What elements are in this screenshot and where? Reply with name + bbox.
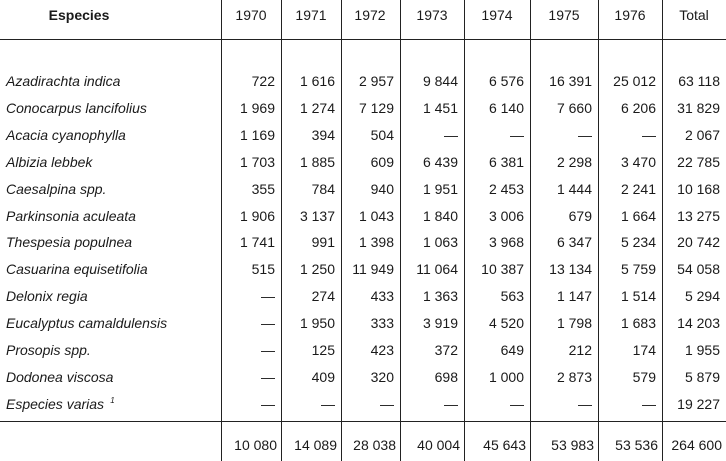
table-cell: 1 741: [239, 234, 275, 251]
table-cell: 1 906: [239, 207, 275, 224]
column-header: 1971: [295, 7, 327, 23]
table-cell: 63 118: [678, 73, 720, 89]
table-cell: 1 000: [488, 368, 524, 385]
table-cell: 16 391: [549, 73, 592, 89]
table-cell: 13 134: [549, 261, 592, 278]
table-cell: 1 951: [422, 180, 458, 197]
species-name-text: Especies varias: [6, 395, 105, 412]
table-cell: 6 140: [488, 99, 524, 116]
total-cell: 28 038: [353, 437, 396, 453]
table-cell: 31 829: [677, 99, 720, 116]
table-cell: 563: [500, 288, 524, 305]
table-cell: —: [261, 368, 275, 385]
table-cell: 1 955: [684, 342, 720, 358]
table-cell: 1 274: [299, 99, 335, 116]
table-cell: 1 398: [358, 234, 394, 251]
column-rule: [281, 0, 282, 461]
table-cell: 784: [311, 180, 335, 197]
table-cell: 679: [568, 207, 592, 224]
table-cell: 1 840: [422, 207, 458, 224]
table-cell: 1 250: [299, 261, 335, 278]
column-rule: [464, 0, 465, 461]
table-cell: 409: [311, 368, 335, 385]
table-cell: —: [578, 126, 592, 143]
table-cell: 7 660: [556, 99, 592, 116]
column-header: 1976: [614, 7, 646, 23]
column-header: 1973: [416, 7, 448, 23]
row-rule: [0, 39, 726, 40]
table-cell: —: [321, 395, 335, 412]
table-cell: 649: [500, 342, 524, 358]
table-cell: 394: [311, 126, 335, 143]
table-cell: —: [444, 126, 458, 143]
species-name: [6, 396, 115, 412]
table-cell: —: [380, 395, 394, 412]
total-cell: 53 536: [615, 437, 658, 453]
table-cell: 333: [370, 315, 394, 332]
column-rule: [400, 0, 401, 461]
column-header: 1972: [354, 7, 386, 23]
table-cell: 722: [251, 73, 275, 89]
table-cell: 1 363: [422, 288, 458, 305]
table-cell: 2 298: [556, 153, 592, 170]
table-cell: 5 294: [684, 288, 720, 305]
table-cell: 433: [370, 288, 394, 305]
table-cell: 5 879: [684, 368, 720, 385]
table-cell: 609: [370, 153, 394, 170]
table-cell: 5 234: [620, 234, 656, 251]
species-name: Acacia cyanophylla: [6, 126, 126, 143]
table-cell: 372: [434, 342, 458, 358]
table-cell: 1 683: [620, 315, 656, 332]
table-cell: 1 885: [299, 153, 335, 170]
total-cell: 264 600: [671, 437, 722, 453]
table-cell: —: [510, 395, 524, 412]
table-cell: —: [261, 288, 275, 305]
total-cell: 40 004: [417, 437, 460, 453]
table-cell: 274: [311, 288, 335, 305]
table-cell: 174: [632, 342, 656, 358]
table-cell: —: [578, 395, 592, 412]
table-cell: 1 616: [299, 73, 335, 89]
table-cell: —: [261, 315, 275, 332]
total-cell: 45 643: [483, 437, 526, 453]
table-cell: 1 063: [422, 234, 458, 251]
species-name: Eucalyptus camaldulensis: [6, 315, 168, 332]
species-name: Delonix regia: [6, 288, 88, 305]
table-cell: —: [642, 395, 656, 412]
table-cell: 1 664: [620, 207, 656, 224]
total-cell: 10 080: [234, 437, 277, 453]
species-name: Caesalpina spp.: [6, 180, 107, 197]
column-rule: [341, 0, 342, 461]
table-cell: 4 520: [488, 315, 524, 332]
total-cell: 14 089: [294, 437, 337, 453]
table-cell: 940: [370, 180, 394, 197]
table-cell: 1 798: [556, 315, 592, 332]
table-cell: 504: [370, 126, 394, 143]
table-cell: 1 703: [239, 153, 275, 170]
column-header: 1975: [548, 7, 580, 23]
table-cell: —: [642, 126, 656, 143]
table-cell: 7 129: [358, 99, 394, 116]
table-cell: 54 058: [677, 261, 720, 278]
table-cell: 11 064: [416, 261, 458, 278]
table-cell: 6 439: [422, 153, 458, 170]
table-cell: 698: [434, 368, 458, 385]
species-name: Casuarina equisetifolia: [6, 261, 148, 278]
table-cell: 6 347: [556, 234, 592, 251]
species-name: Thespesia populnea: [6, 234, 133, 251]
table-cell: 1 043: [358, 207, 394, 224]
column-header: Total: [679, 7, 709, 23]
table-cell: 20 742: [677, 234, 720, 251]
table-cell: 1 444: [556, 180, 592, 197]
table-cell: 991: [311, 234, 335, 251]
table-cell: 9 844: [422, 73, 458, 89]
table-cell: 2 241: [620, 180, 656, 197]
column-rule: [662, 0, 663, 461]
table-cell: 13 275: [677, 207, 720, 224]
table-cell: 2 957: [358, 73, 394, 89]
column-header: 1974: [481, 7, 513, 23]
table-cell: 3 006: [488, 207, 524, 224]
table-cell: 320: [370, 368, 394, 385]
table-cell: 3 968: [488, 234, 524, 251]
table-cell: 19 227: [677, 395, 720, 412]
species-name: Parkinsonia aculeata: [6, 207, 136, 224]
table-cell: —: [444, 395, 458, 412]
table-cell: 1 950: [299, 315, 335, 332]
table-cell: 6 206: [620, 99, 656, 116]
species-name: Dodonea viscosa: [6, 368, 114, 385]
table-cell: 2 453: [488, 180, 524, 197]
column-rule: [598, 0, 599, 461]
table-cell: 1 147: [556, 288, 592, 305]
table-cell: 6 576: [488, 73, 524, 89]
total-cell: 53 983: [551, 437, 594, 453]
table-cell: 1 969: [239, 99, 275, 116]
table-cell: 3 919: [422, 315, 458, 332]
table-cell: 2 067: [684, 126, 720, 143]
table-cell: —: [261, 395, 275, 412]
table-cell: 1 514: [620, 288, 656, 305]
column-header: 1970: [235, 7, 267, 23]
table-cell: 11 949: [352, 261, 394, 278]
header-species: Especies: [48, 7, 110, 23]
table-cell: 10 387: [481, 261, 524, 278]
species-name: Albizia lebbek: [6, 153, 93, 170]
row-rule: [0, 421, 726, 422]
table-cell: 3 470: [620, 153, 656, 170]
table-cell: 6 381: [488, 153, 524, 170]
table-cell: 212: [568, 342, 592, 358]
table-cell: 10 168: [677, 180, 720, 197]
column-rule: [530, 0, 531, 461]
table-cell: 25 012: [613, 73, 656, 89]
table-cell: 3 137: [299, 207, 335, 224]
table-cell: 14 203: [677, 315, 720, 332]
species-name: Conocarpus lancifolius: [6, 99, 147, 116]
column-rule: [221, 0, 222, 461]
table-cell: 1 169: [239, 126, 275, 143]
table-cell: 1 451: [422, 99, 458, 116]
species-name: Prosopis spp.: [6, 342, 91, 358]
table-cell: 355: [251, 180, 275, 197]
table-cell: 579: [632, 368, 656, 385]
table-cell: 125: [311, 342, 335, 358]
species-name: Azadirachta indica: [6, 73, 121, 89]
table-cell: 22 785: [677, 153, 720, 170]
table-cell: 2 873: [556, 368, 592, 385]
table-cell: 423: [370, 342, 394, 358]
table-cell: 5 759: [620, 261, 656, 278]
table-cell: —: [261, 342, 275, 358]
table-cell: 515: [251, 261, 275, 278]
table-cell: —: [510, 126, 524, 143]
footnote-marker: 1: [108, 396, 115, 406]
